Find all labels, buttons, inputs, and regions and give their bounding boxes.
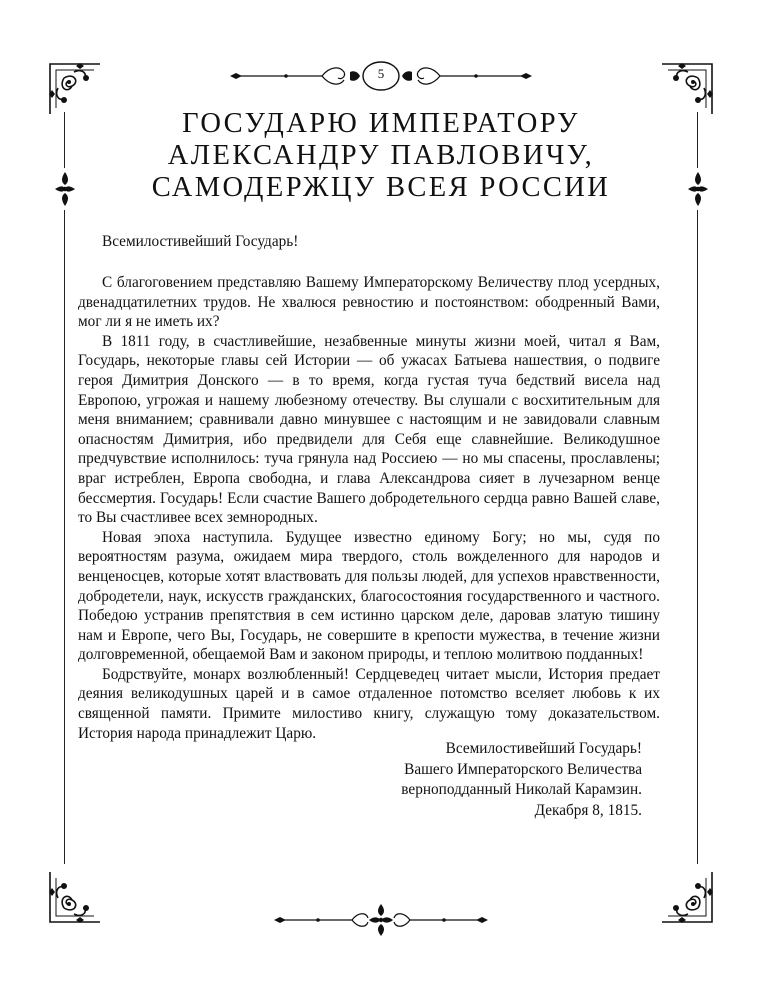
corner-ornament-bottom-right [656,866,718,928]
corner-ornament-bottom-left [44,866,106,928]
title-line-3: САМОДЕРЖЦУ ВСЕЯ РОССИИ [151,172,611,203]
title-line-2: АЛЕКСАНДРУ ПАВЛОВИЧУ, [167,140,595,171]
signature-block [401,739,642,821]
letter-body [78,273,660,743]
signature-date: Декабря 8, 1815. [534,801,642,819]
footer-ornament [270,900,492,940]
signature-author: верноподданный Николай Карамзин. [401,781,642,798]
signature-salutation: Всемилостивейший Государь! [445,740,642,757]
salutation: Всемилостивейший Государь! [102,233,299,250]
page-number: 5 [377,66,385,81]
paragraph-2: В 1811 году, в счастливейшие, незабвенные минуты жизни моей, читал я Вам, Государь, некоторые главы сей Истории — об ужасах Батыева нашествия, о подвиге героя Димитрия Донского — в то время, когда густая туча бедствий висела над Европою, угрожая и нашему любезному отечеству. Вы слушали с восхитительным для меня вниманием; сравнивали давно минувшее с настоящим и не завидовали славным опасностям Димитрия, ибо предвидели для Себя еще славнейшие. Великодушное предчувствие исполнилось: туча грянула над Россиею — но мы спасены, прославлены; враг истреблен, Европа свободна, и глава Александрова сияет в лучезарном венце бессмертия. Государь! Если счастие Вашего добродетельного сердца равно Вашей славе, то Вы счастливее всех земнородных. [78,332,660,527]
frame-line-right-middle [697,210,698,864]
title-line-1: ГОСУДАРЮ ИМПЕРАТОРУ [182,108,580,139]
frame-line-left-middle [64,210,65,864]
paragraph-1: С благоговением представляю Вашему Императорскому Величеству плод усердных, двенадцатилетних трудов. Не хвалюся ревностию и постоянством: ободренный Вами, мог ли я не иметь их? [78,274,660,331]
paragraph-3: Новая эпоха наступила. Будущее известно единому Богу; но мы, судя по вероятностям разума, ожидаем мира твердого, столь вожделенного для народов и венценосцев, которые хотят властвовать для пользы людей, для успехов нравственности, добродетели, наук, искусств гражданских, благосостояния государственного и частного. Победою устранив препятствия в сем истинно царском деле, даровав златую тишину нам и Европе, чего Вы, Государь, не совершите в крепости мужества, в течение жизни долговременной, обещаемой Вам и законом природы, и теплою молитвою подданных! [78,528,660,664]
dedication-title [60,108,702,204]
signature-title: Вашего Императорского Величества [404,760,642,778]
paragraph-4: Бодрствуйте, монарх возлюбленный! Сердцеведец читает мысли, История предает деяния великодушных царей и в самое отдаленное потомство вселяет любовь к их священной памяти. Примите милостиво книгу, служащую тому доказательством. История народа принадлежит Царю. [78,665,660,742]
